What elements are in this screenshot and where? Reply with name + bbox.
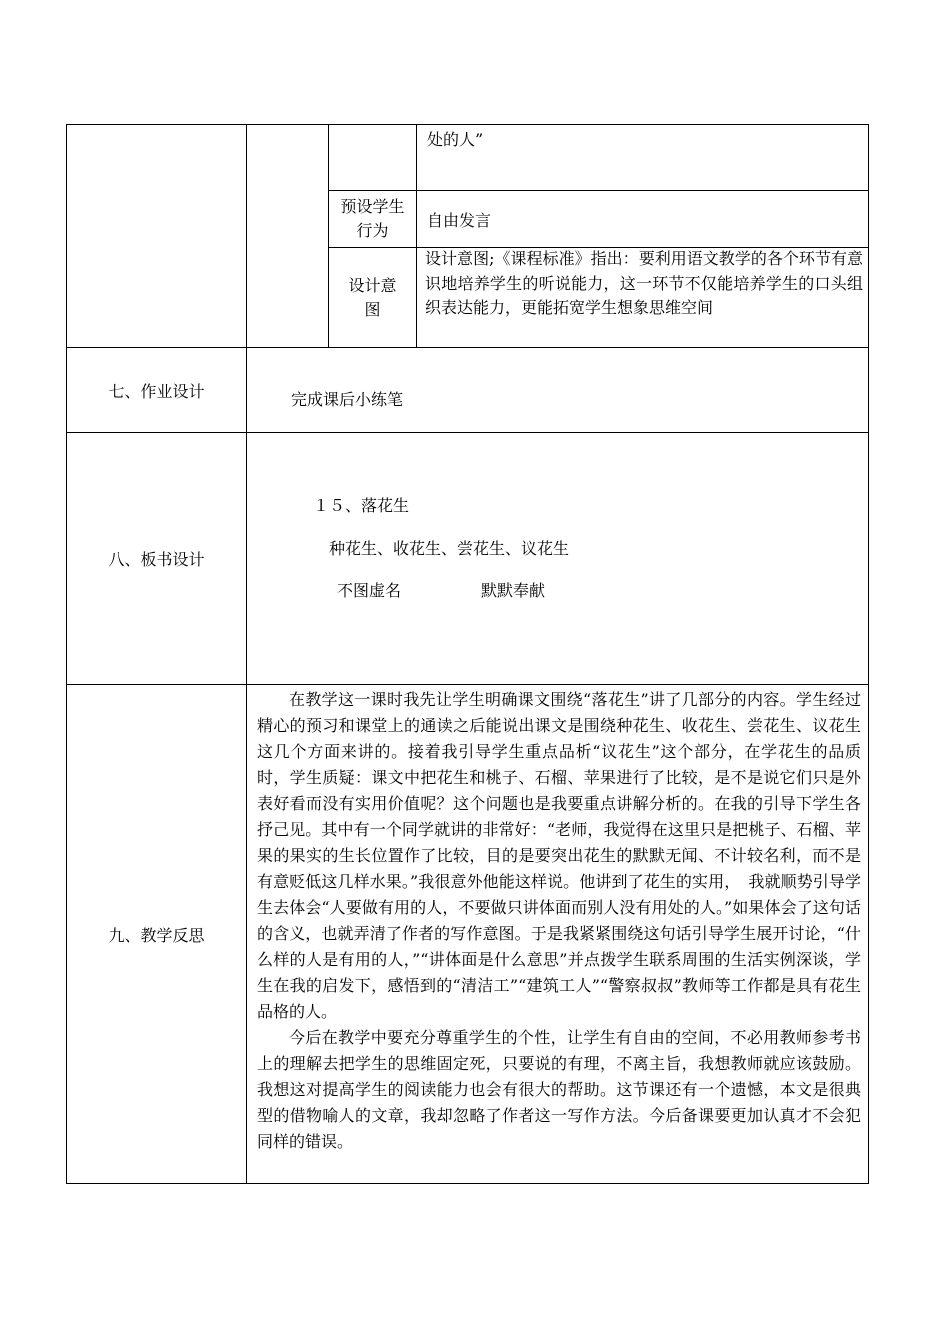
homework-content: 完成课后小练笔	[291, 390, 404, 409]
board-title-cell	[313, 493, 713, 516]
board-line2: 种花生、收花生、尝花生、议花生	[329, 539, 570, 558]
lesson-plan-table	[66, 124, 869, 1184]
student-behavior-label-cell	[329, 191, 416, 247]
board-line2-cell	[329, 536, 749, 559]
column-divider	[246, 125, 247, 1184]
reflection-content-cell	[257, 687, 861, 1155]
homework-label: 七、作业设计	[108, 381, 205, 401]
student-behavior-value: 自由发言	[427, 210, 492, 230]
homework-content-cell	[291, 387, 851, 410]
board-left-term: 不图虚名	[337, 581, 402, 600]
board-left-term-cell	[337, 578, 477, 601]
content-tail-cell	[427, 127, 857, 153]
board-right-term: 默默奉献	[481, 581, 546, 600]
design-intent-label-cell	[329, 248, 416, 347]
reflection-label-cell	[67, 685, 246, 1184]
reflection-paragraph-1: 在教学这一课时我先让学生明确课文围绕“落花生”讲了几部分的内容。学生经过精心的预习和课堂上的通读之后能说出课文是围绕种花生、收花生、尝花生、议花生这几个方面来讲的。接着我引导学生重点品析“议花生”这个部分，在学花生的品质时，学生质疑：课文中把花生和桃子、石榴、苹果进行了比较，是不是说它们只是外表好看而没有实用价值呢？这个问题也是我要重点讲解分析的。在我的引导下学生各抒己见。其中有一个同学就讲的非常好：“老师，我觉得在这里只是把桃子、石榴、苹果的果实的生长位置作了比较，目的是要突出花生的默默无闻、不计较名利，而不是有意贬低这几样水果。”我很意外他能这样说。他讲到了花生的实用， 我就顺势引导学生去体会“人要做有用的人，不要做只讲体面而别人没有用处的人。”如果体会了这句话的含义，也就弄清了作者的写作意图。于是我紧紧围绕这句话引导学生展开讨论，“什么样的人是有用的人，”“讲体面是什么意思”并点拨学生联系周围的生活实例深谈，学生在我的启发下，感悟到的“清洁工”“建筑工人”“警察叔叔”教师等工作都是具有花生品格的人。	[257, 690, 861, 1021]
design-intent-value-cell	[425, 247, 863, 347]
reflection-paragraph-2: 今后在教学中要充分尊重学生的个性，让学生有自由的空间，不必用教师参考书上的理解去把学生的思维固定死，只要说的有理，不离主旨，我想教师就应该鼓励。我想这对提高学生的阅读能力也会有很大的帮助。这节课还有一个遗憾，本文是很典型的借物喻人的文章，我却忽略了作者这一写作方法。今后备课要更加认真才不会犯同样的错误。	[257, 1028, 861, 1151]
design-intent-value: 设计意图;《课程标准》指出：要利用语文教学的各个环节有意识地培养学生的听说能力，这一环节不仅能培养学生的口头组织表达能力，更能拓宽学生想象思维空间	[425, 249, 863, 317]
content-tail-text: 处的人”	[427, 130, 484, 149]
reflection-label: 九、教学反思	[108, 926, 205, 945]
board-title: １５、落花生	[313, 496, 410, 515]
design-intent-label: 设计意图	[348, 275, 397, 319]
student-behavior-value-cell	[427, 191, 857, 247]
board-design-label: 八、板书设计	[108, 550, 205, 569]
column-divider	[416, 125, 417, 348]
student-behavior-label: 预设学生行为	[340, 197, 405, 240]
board-design-label-cell	[67, 433, 246, 684]
homework-label-cell	[67, 348, 246, 432]
board-right-term-cell	[481, 578, 621, 601]
